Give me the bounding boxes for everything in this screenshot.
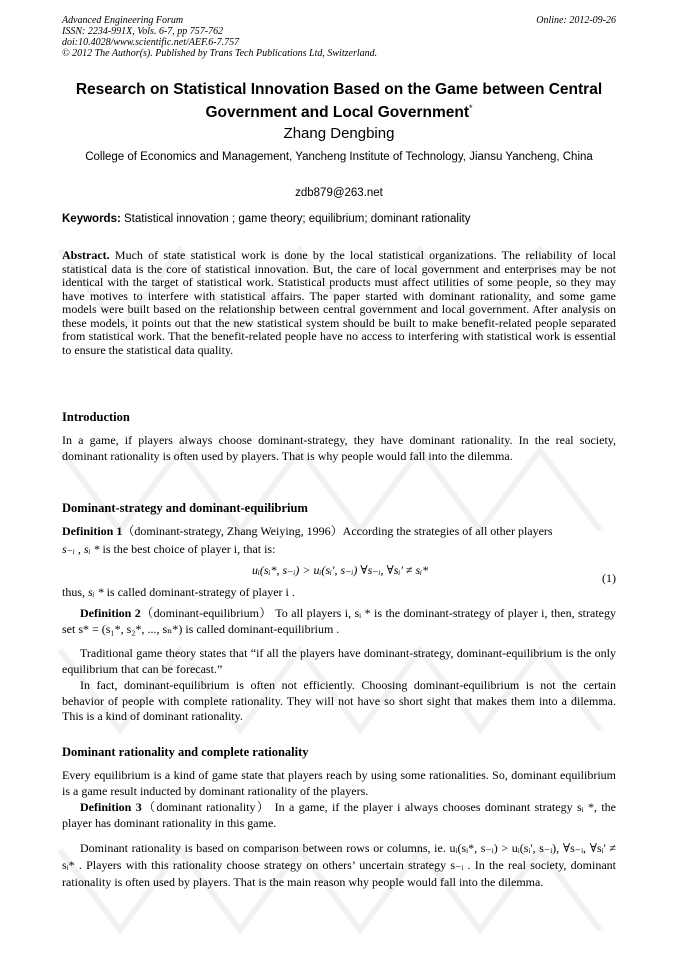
definition-2 [62, 606, 616, 637]
definition-1-text: （dominant-strategy, Zhang Weiying, 1996）According the strategies of all other players [122, 524, 553, 538]
equation-1-number: (1) [602, 571, 616, 585]
doi-line: doi:10.4028/www.scientific.net/AEF.6-7.757 [62, 37, 240, 48]
definition-2-text: （dominant-equilibrium） To all players i, sᵢ * is the dominant-strategy of player i, then, strategy set s* = (s₁*, s₂*, ..., sₙ*) is called dominant-equilibrium . [62, 606, 616, 636]
dominant-rationality-paragraph: Dominant rationality is based on comparison between rows or columns, ie. uᵢ(sᵢ*, s₋ᵢ) > uᵢ(sᵢ', s₋ᵢ), ∀s₋ᵢ, ∀sᵢ' ≠ sᵢ* . Players with this rationality choose strategy on others’ uncertain strategy s₋ᵢ . In the real society, dominant rationality is often used by players. That is the main reason why people would fall into the dilemma. [62, 841, 616, 889]
journal-header [62, 15, 492, 59]
paper-title [62, 80, 616, 122]
keywords-text: Statistical innovation ; game theory; equilibrium; dominant rationality [120, 213, 471, 225]
definition-3 [62, 800, 616, 831]
author-email: zdb879@263.net [295, 187, 383, 199]
keywords-label: Keywords: [62, 213, 121, 225]
journal-name: Advanced Engineering Forum [62, 15, 184, 26]
paper-title-text: Research on Statistical Innovation Based on the Game between Central Government and Local Government [75, 81, 603, 122]
author-name: Zhang Dengbing [283, 125, 395, 142]
keywords [62, 213, 616, 225]
issn-line: ISSN: 2234-991X, Vols. 6-7, pp 757-762 [62, 26, 224, 37]
abstract [62, 249, 616, 357]
thus-suffix: is called dominant-strategy of player i . [103, 585, 295, 599]
definition-2-label: Definition 2 [80, 606, 141, 620]
traditional-paragraph: Traditional game theory states that “if all the players have dominant-strategy, dominant-equilibrium is the only equilibrium that can be forecast.” [62, 646, 616, 676]
in-fact-paragraph: In fact, dominant-equilibrium is often not efficiently. Choosing dominant-equilibrium is not the certain behavior of people with complete rationality. They will not have so short sight that makes them into a dilemma. This is a kind of dominant rationality. [62, 678, 616, 723]
definition-1 [62, 524, 616, 540]
affiliation: College of Economics and Management, Yancheng Institute of Technology, Jiansu Yancheng, China [85, 151, 593, 163]
definition-1-line2 [62, 542, 616, 558]
definition-3-text: （dominant rationality） In a game, if the player i always chooses dominant strategy sᵢ *, the player has dominant rationality in this game. [62, 800, 616, 830]
thus-line [62, 585, 616, 601]
strategy-symbols: s₋ᵢ , sᵢ * [62, 542, 100, 556]
equilibrium-paragraph: Every equilibrium is a kind of game state that players reach by using some rationalities. So, dominant equilibrium is a game result inducted by dominant rationality of the players. [62, 768, 616, 798]
definition-1-label: Definition 1 [62, 524, 123, 538]
thus-symbol: sᵢ * [88, 585, 104, 599]
abstract-label: Abstract. [62, 248, 110, 262]
definition-3-label: Definition 3 [80, 800, 142, 814]
abstract-text: Much of state statistical work is done by the local statistical organizations. The reliability of local statistical data is the core of statistical innovation. But, the care of local government and enterprises may be not identical with the target of statistical work. Statistical products must affect utilities of some people, so they may have motives to interfere with statistical affairs. The paper started with dominant rationality, and some game models were built based on the relationship between central government and local government. After analysis on these models, it points out that the new statistical system should be built to make benefit-related people separated from statistical work. That the benefit-related people have no access to interfering with statistical work is essential to ensure the statistical data quality. [62, 248, 616, 357]
intro-paragraph: In a game, if players always choose dominant-strategy, they have dominant rationality. In the real society, dominant rationality is often used by players. That is why people would fall into the dilemma. [62, 433, 616, 463]
definition-1-line2-text: is the best choice of player i, that is: [99, 542, 276, 556]
section-heading-dominant-rationality: Dominant rationality and complete rationality [62, 745, 309, 759]
title-footnote-mark: * [469, 103, 473, 113]
intro-heading: Introduction [62, 410, 130, 424]
copyright-line: © 2012 The Author(s). Published by Trans Tech Publications Ltd, Switzerland. [62, 48, 378, 59]
thus-prefix: thus, [62, 585, 89, 599]
online-date: Online: 2012-09-26 [536, 15, 616, 26]
section-heading-dominant-strategy: Dominant-strategy and dominant-equilibrium [62, 501, 308, 515]
equation-1-body: uᵢ(sᵢ*, s₋ᵢ) > uᵢ(sᵢ', s₋ᵢ) ∀s₋ᵢ, ∀sᵢ' ≠ sᵢ* [252, 563, 429, 577]
